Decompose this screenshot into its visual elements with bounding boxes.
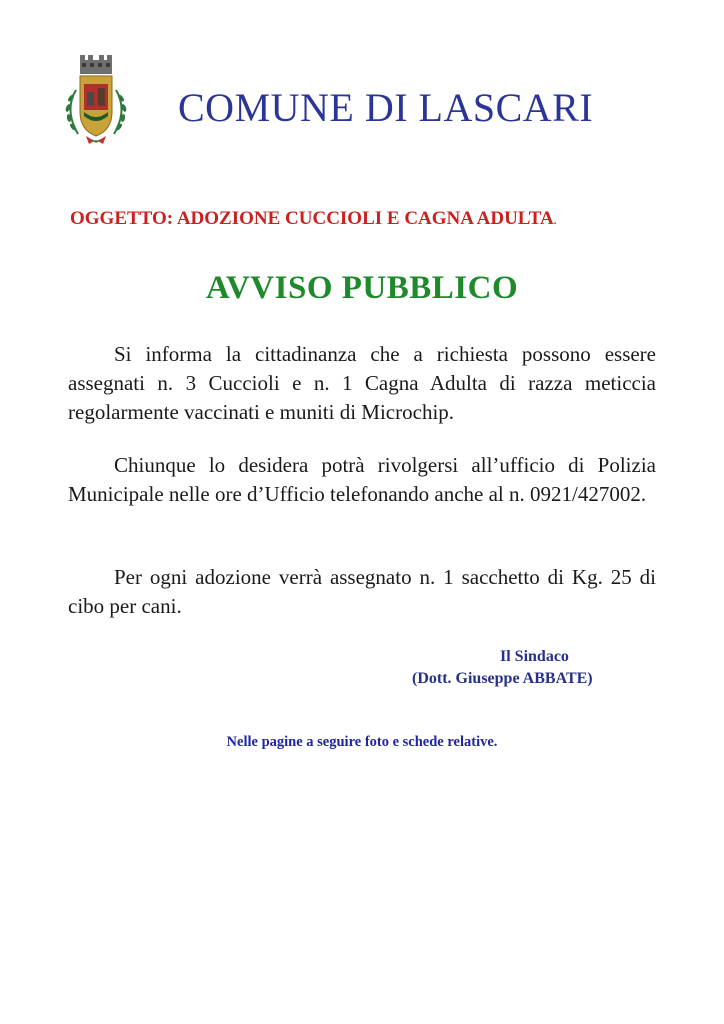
notice-title: AVVISO PUBBLICO: [205, 270, 519, 306]
body-paragraph-2: Chiunque lo desidera potrà rivolgersi all’ufficio di Polizia Municipale nelle ore d’Ufficio telefonando anche al n. 0921/427002.: [68, 453, 656, 506]
signature-role: Il Sindaco: [500, 648, 569, 665]
body-paragraph-1: Si informa la cittadinanza che a richiesta possono essere assegnati n. 3 Cuccioli e n. 1 Cagna Adulta di razza meticcia regolarmente vaccinati e muniti di Microchip.: [68, 342, 656, 424]
municipality-title: COMUNE DI LASCARI: [178, 85, 594, 130]
signature-block: [380, 646, 660, 690]
crown-icon: [80, 55, 112, 74]
ribbon-icon: [86, 136, 106, 144]
signature-name: (Dott. Giuseppe ABBATE): [412, 670, 593, 687]
subject-trailing-dot: .: [553, 215, 557, 227]
shield-icon: [80, 76, 112, 136]
subject-line: [70, 208, 670, 230]
footer-note: Nelle pagine a seguire foto e schede relative.: [226, 734, 498, 750]
subject-text: OGGETTO: ADOZIONE CUCCIOLI E CAGNA ADULTA: [70, 208, 554, 229]
coat-of-arms-icon: [56, 50, 136, 150]
body-paragraph-3: Per ogni adozione verrà assegnato n. 1 sacchetto di Kg. 25 di cibo per cani.: [68, 565, 656, 618]
